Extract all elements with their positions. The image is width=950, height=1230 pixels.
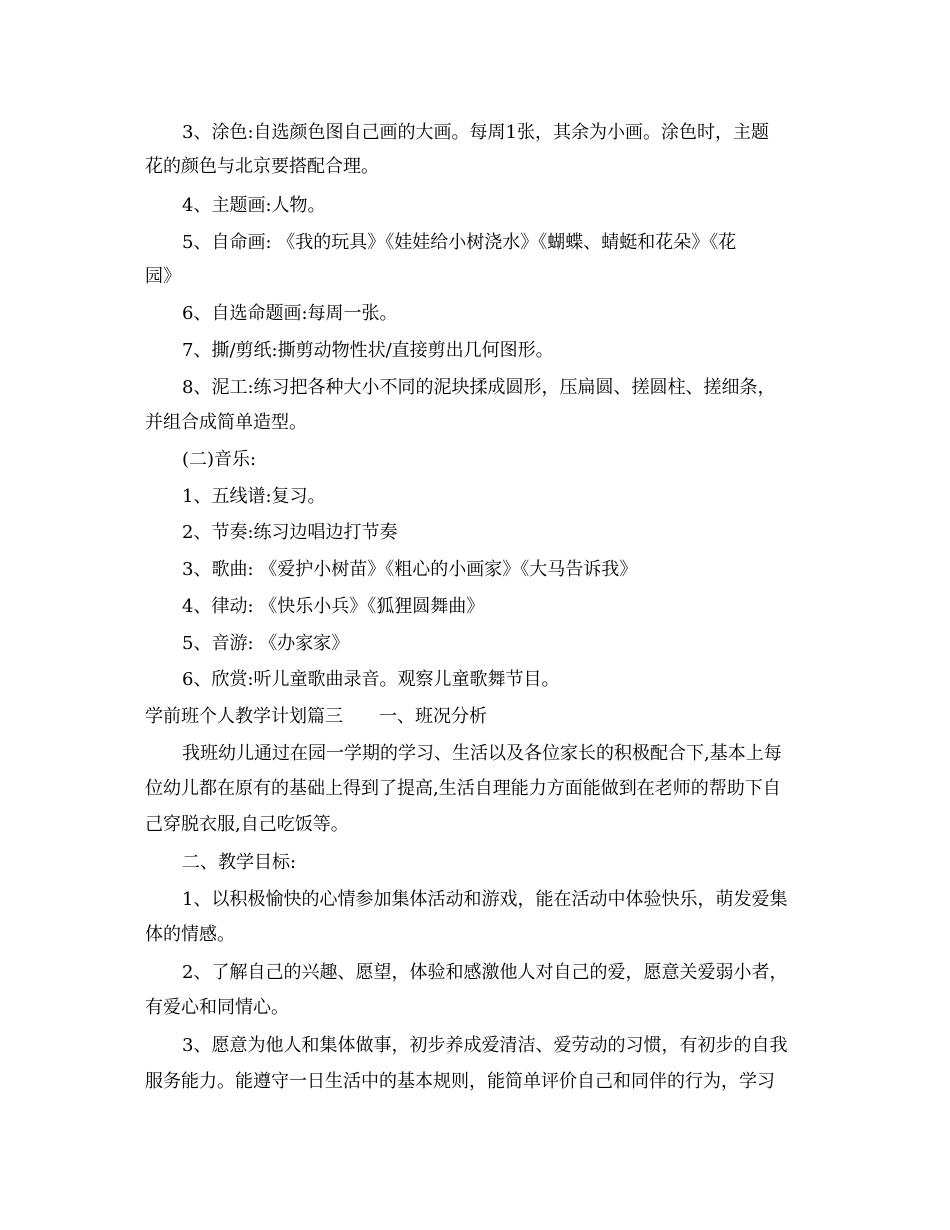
paragraph-line: 6、自选命题画:每周一张。 (182, 303, 398, 324)
paragraph-line: 2、节奏:练习边唱边打节奏 (182, 522, 398, 543)
paragraph-line: 园》 (145, 266, 181, 287)
paragraph-line: 1、以积极愉快的心情参加集体活动和游戏，能在活动中体验快乐，萌发爱集 (182, 889, 788, 910)
paragraph-line: 5、自命画: 《我的玩具》《娃娃给小树浇水》《蝴蝶、蜻蜓和花朵》《花 (182, 232, 737, 253)
paragraph-line: 3、愿意为他人和集体做事，初步养成爱清洁、爱劳动的习惯，有初步的自我 (182, 1035, 788, 1056)
section-heading: (二)音乐: (182, 449, 257, 470)
paragraph-line: 4、律动: 《快乐小兵》《狐狸圆舞曲》 (182, 596, 485, 617)
paragraph-line: 服务能力。能遵守一日生活中的基本规则，能简单评价自己和同伴的行为，学习 (145, 1071, 775, 1092)
paragraph-line: 6、欣赏:听儿童歌曲录音。观察儿童歌舞节目。 (182, 669, 560, 690)
section-title: 学前班个人教学计划篇三 一、班况分析 (145, 706, 487, 727)
paragraph-line: 3、涂色:自选颜色图自己画的大画。每周1张，其余为小画。涂色时，主题 (182, 122, 769, 143)
paragraph-line: 并组合成简单造型。 (145, 412, 307, 433)
paragraph-line: 4、主题画:人物。 (182, 195, 326, 216)
section-heading: 二、教学目标: (182, 852, 297, 873)
paragraph-line: 花的颜色与北京要搭配合理。 (145, 156, 379, 177)
paragraph-line: 我班幼儿通过在园一学期的学习、生活以及各位家长的积极配合下,基本上每 (182, 743, 782, 764)
paragraph-line: 7、撕/剪纸:撕剪动物性状/直接剪出几何图形。 (182, 340, 554, 361)
paragraph-line: 己穿脱衣服,自己吃饭等。 (145, 814, 349, 835)
paragraph-line: 体的情感。 (145, 924, 235, 945)
paragraph-line: 有爱心和同情心。 (145, 997, 289, 1018)
paragraph-line: 位幼儿都在原有的基础上得到了提高,生活自理能力方面能做到在老师的帮助下自 (145, 778, 781, 799)
paragraph-line: 3、歌曲: 《爱护小树苗》《粗心的小画家》《大马告诉我》 (182, 559, 638, 580)
paragraph-line: 8、泥工:练习把各种大小不同的泥块揉成圆形，压扁圆、搓圆柱、搓细条， (182, 377, 776, 398)
paragraph-line: 2、了解自己的兴趣、愿望，体验和感激他人对自己的爱，愿意关爱弱小者， (182, 962, 788, 983)
paragraph-line: 5、音游: 《办家家》 (182, 633, 350, 654)
paragraph-line: 1、五线谱:复习。 (182, 486, 326, 507)
